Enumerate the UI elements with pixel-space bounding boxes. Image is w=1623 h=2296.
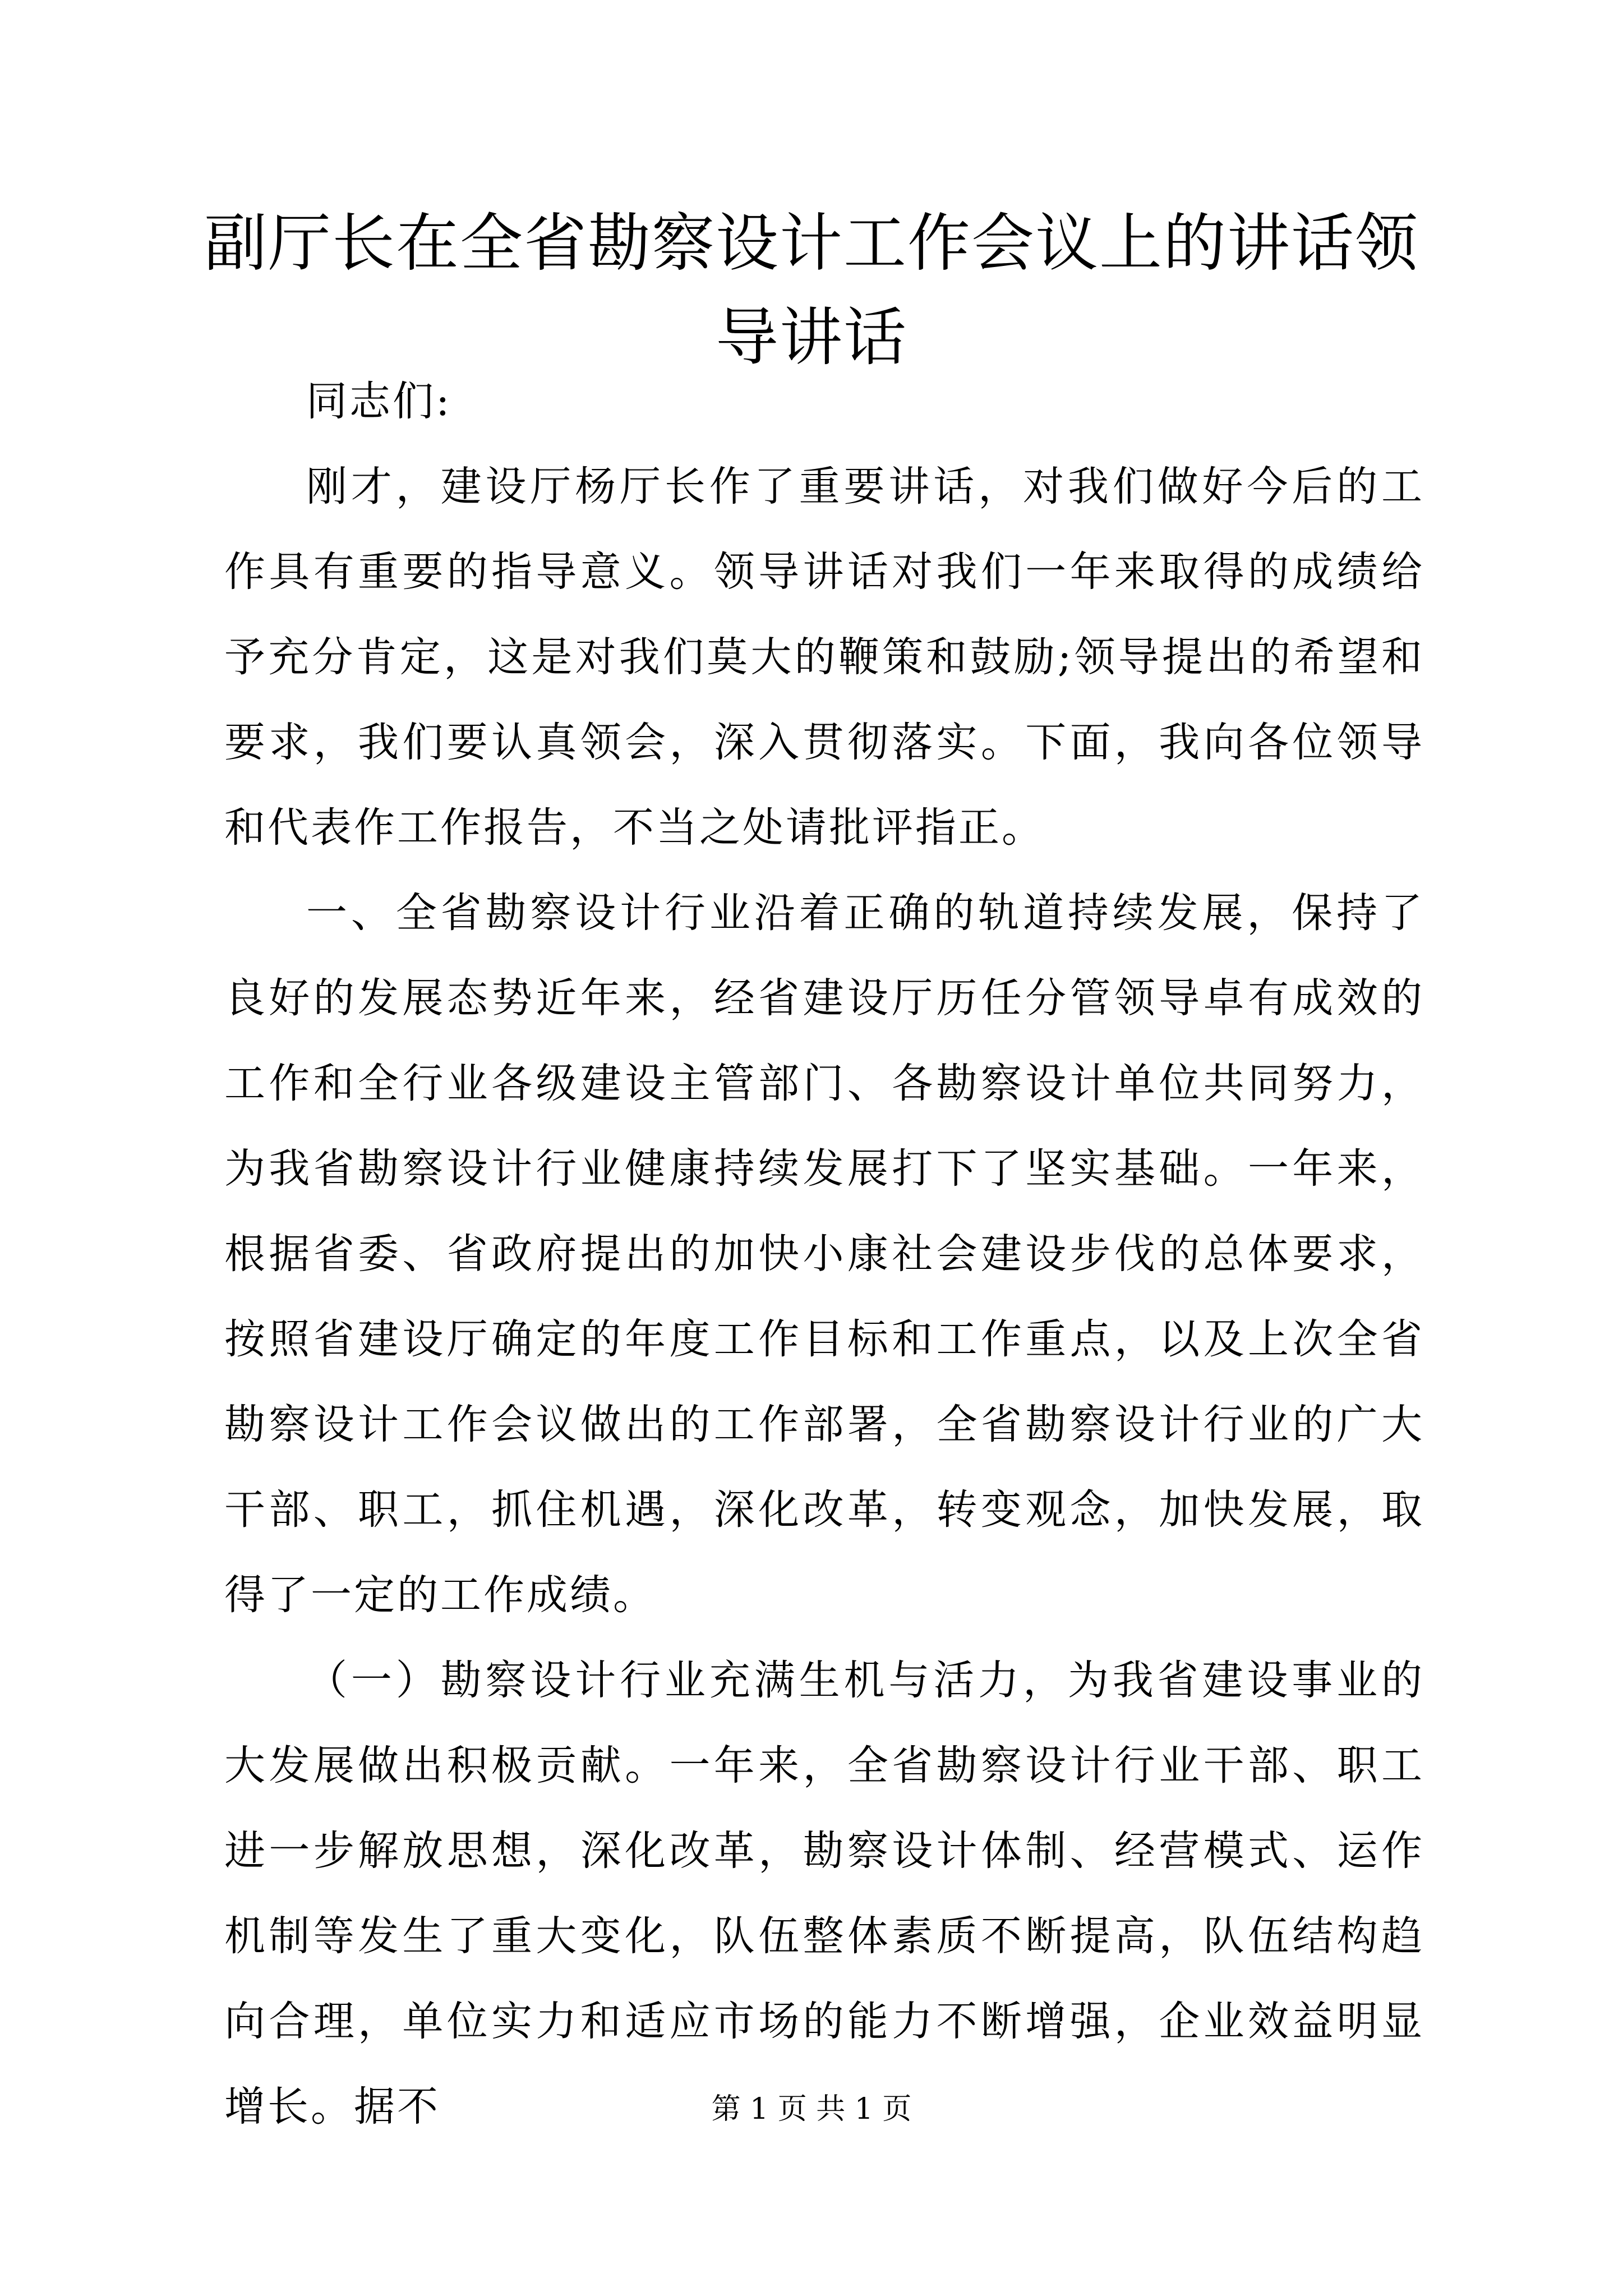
document-body xyxy=(224,359,1424,2150)
body-paragraph: （一）勘察设计行业充满生机与活力，为我省建设事业的大发展做出积极贡献。一年来，全省勘察设计行业干部、职工进一步解放思想，深化改革，勘察设计体制、经营模式、运作机制等发生了重大变化，队伍整体素质不断提高，队伍结构趋向合理，单位实力和适应市场的能力不断增强，企业效益明显增长。据不 xyxy=(224,1657,1424,2131)
body-paragraph: 一、全省勘察设计行业沿着正确的轨道持续发展，保持了良好的发展态势近年来，经省建设厅历任分管领导卓有成效的工作和全行业各级建设主管部门、各勘察设计单位共同努力，为我省勘察设计行业健康持续发展打下了坚实基础。一年来，根据省委、省政府提出的加快小康社会建设步伐的总体要求，按照省建设厅确定的年度工作目标和工作重点，以及上次全省勘察设计工作会议做出的工作部署，全省勘察设计行业的广大干部、职工，抓住机遇，深化改革，转变观念，加快发展，取得了一定的工作成绩。 xyxy=(224,889,1424,1619)
document-title: 副厅长在全省勘察设计工作会议上的讲话领导讲话 xyxy=(204,207,1419,374)
body-paragraph: 刚才，建设厅杨厅长作了重要讲话，对我们做好今后的工作具有重要的指导意义。领导讲话对我们一年来取得的成绩给予充分肯定，这是对我们莫大的鞭策和鼓励;领导提出的希望和要求，我们要认真领会，深入贯彻落实。下面，我向各位领导和代表作工作报告，不当之处请批评指正。 xyxy=(224,463,1424,852)
page-number-footer: 第 1 页 共 1 页 xyxy=(711,2092,912,2126)
salutation-paragraph: 同志们: xyxy=(306,378,452,425)
